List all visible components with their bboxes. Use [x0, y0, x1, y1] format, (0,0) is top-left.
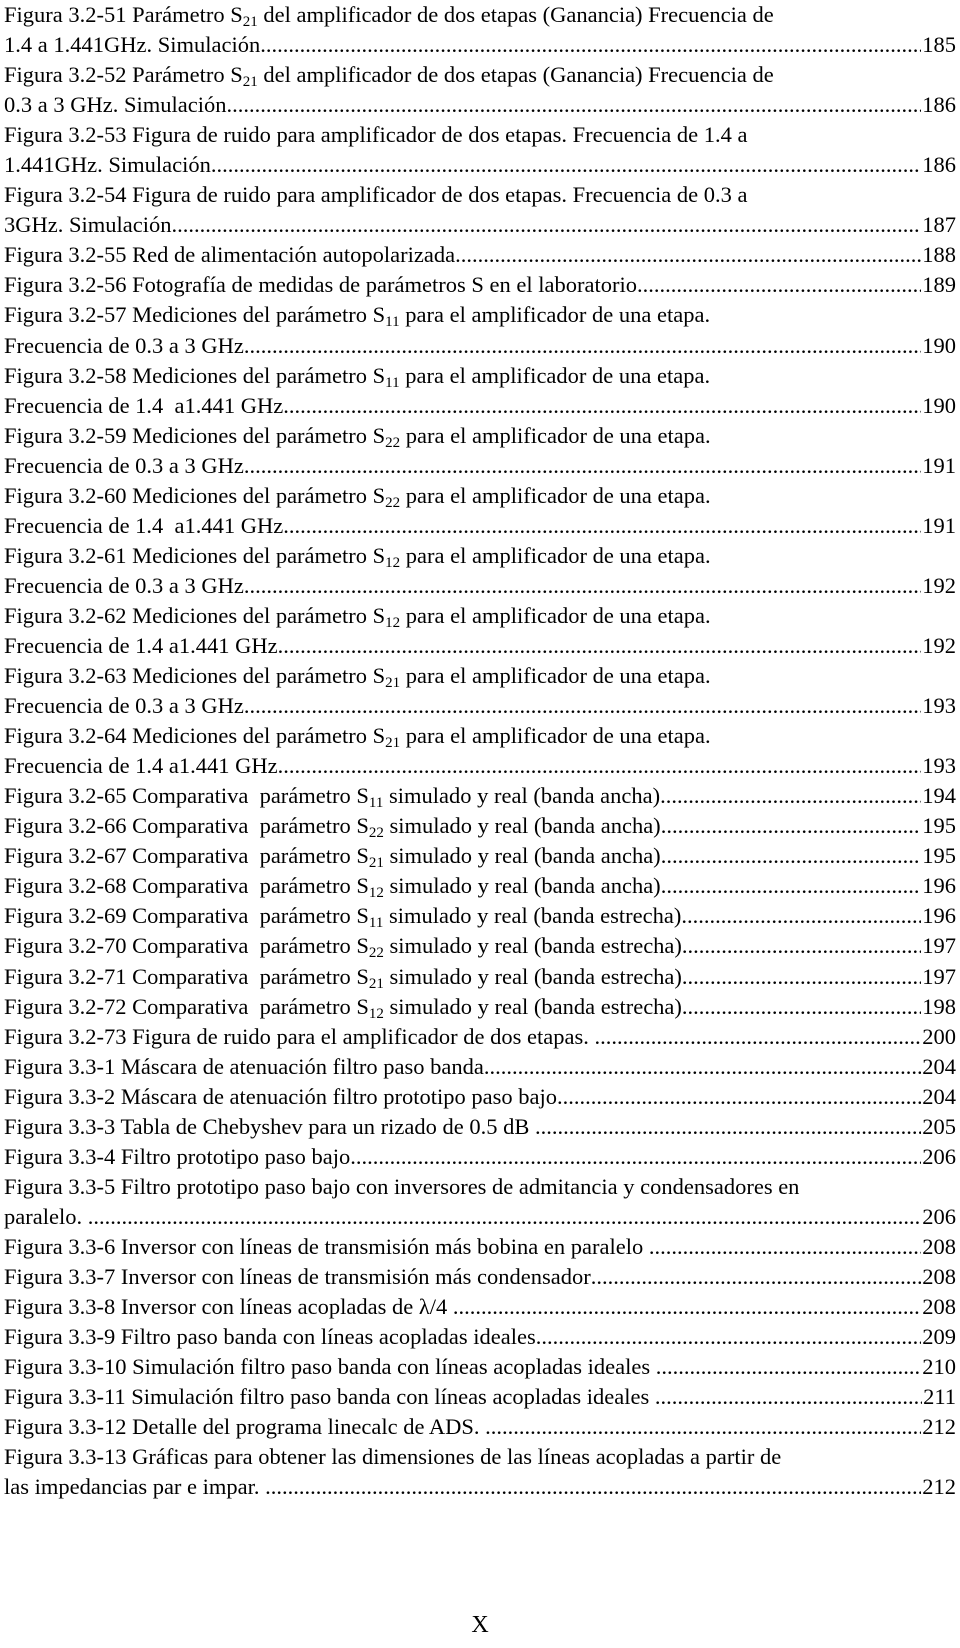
toc-entry-text: Frecuencia de 1.4 a1.441 GHz.: [4, 753, 284, 779]
toc-entry[interactable]: [4, 721, 956, 781]
toc-entry[interactable]: [4, 1262, 956, 1292]
dot-leader: [536, 1322, 922, 1352]
toc-page-number: 204: [922, 1083, 956, 1109]
toc-entry-text: Figura 3.2-57 Mediciones del parámetro $S_{11}$ para el amplificador de una etapa.: [4, 302, 711, 331]
toc-entry-text: Figura 3.3-7 Inversor con líneas de transmisión más condensador: [4, 1263, 591, 1289]
toc-entry-line: [4, 541, 956, 571]
toc-entry-final-line: [4, 1322, 956, 1352]
page-number-footer: X: [471, 1612, 489, 1638]
toc-entry-text: Figura 3.2-59 Mediciones del parámetro $S_{22}$ para el amplificador de una etapa.: [4, 422, 711, 451]
toc-entry-final-line: [4, 691, 956, 721]
toc-entry-line: [4, 300, 956, 330]
subscript: 22: [368, 825, 384, 842]
toc-entry[interactable]: [4, 811, 956, 841]
toc-entry-text: 3GHz. Simulación: [4, 212, 172, 238]
toc-entry-final-line: [4, 1382, 956, 1412]
toc-entry-final-line: [4, 992, 956, 1022]
toc-entry-final-line: [4, 1202, 956, 1232]
toc-page-number: 187: [922, 212, 956, 238]
toc-entry[interactable]: [4, 180, 956, 240]
toc-entry-text: Figura 3.3-5 Filtro prototipo paso bajo con inversores de admitancia y condensadores en: [4, 1173, 800, 1199]
dot-leader: [594, 1022, 921, 1052]
toc-page-number: 192: [922, 632, 956, 658]
toc-page-number: 205: [922, 1113, 956, 1139]
toc-page-number: 195: [922, 813, 956, 839]
toc-entry-final-line: [4, 331, 956, 361]
toc-entry[interactable]: [4, 541, 956, 601]
dot-leader: [289, 391, 921, 421]
dot-leader: [250, 571, 922, 601]
toc-entry[interactable]: [4, 661, 956, 721]
subscript: 12: [368, 1005, 384, 1022]
toc-entry-text: Frecuencia de 0.3 a 3 GHz.: [4, 452, 250, 478]
toc-page-number: 200: [922, 1023, 956, 1049]
dot-leader: [211, 150, 921, 180]
subscript: 21: [242, 74, 258, 91]
toc-entry-text: Figura 3.2-64 Mediciones del parámetro $S_{21}$ para el amplificador de una etapa.: [4, 723, 711, 752]
toc-page-number: 185: [922, 32, 956, 58]
toc-entry[interactable]: [4, 60, 956, 120]
toc-page-number: 186: [922, 92, 956, 118]
toc-entry[interactable]: [4, 1022, 956, 1052]
dot-leader: [265, 1472, 921, 1502]
toc-entry-text: 1.441GHz. Simulación: [4, 152, 211, 178]
dot-leader: [656, 1352, 922, 1382]
toc-entry[interactable]: [4, 781, 956, 811]
list-of-figures: [4, 0, 956, 1502]
toc-entry-final-line: [4, 631, 956, 661]
toc-entry-text: Figura 3.2-67 Comparativa parámetro $S_{21}$ simulado y real (banda ancha): [4, 843, 661, 872]
dot-leader: [455, 240, 921, 270]
toc-entry-text: Figura 3.2-58 Mediciones del parámetro $S_{11}$ para el amplificador de una etapa.: [4, 362, 711, 391]
toc-entry[interactable]: [4, 1412, 956, 1442]
toc-entry[interactable]: [4, 120, 956, 180]
toc-entry-line: [4, 0, 956, 30]
toc-page-number: 196: [922, 903, 956, 929]
subscript: 21: [368, 975, 384, 992]
subscript: 22: [385, 494, 401, 511]
toc-entry-text: Figura 3.2-65 Comparativa parámetro $S_{11}$ simulado y real (banda ancha): [4, 783, 661, 812]
toc-entry-final-line: [4, 1022, 956, 1052]
toc-page-number: 191: [922, 452, 956, 478]
toc-entry-text: Figura 3.3-2 Máscara de atenuación filtro prototipo paso bajo: [4, 1083, 557, 1109]
toc-entry-text: Figura 3.2-71 Comparativa parámetro $S_{21}$ simulado y real (banda estrecha): [4, 963, 682, 992]
dot-leader: [250, 451, 922, 481]
dot-leader: [250, 691, 922, 721]
toc-entry-final-line: [4, 962, 956, 992]
dot-leader: [682, 992, 921, 1022]
subscript: 21: [385, 735, 401, 752]
toc-entry[interactable]: [4, 270, 956, 300]
toc-entry-text: Frecuencia de 0.3 a 3 GHz.: [4, 332, 250, 358]
toc-entry-text: Figura 3.2-72 Comparativa parámetro $S_{12}$ simulado y real (banda estrecha): [4, 993, 682, 1022]
toc-entry-text: Figura 3.3-10 Simulación filtro paso banda con líneas acopladas ideales: [4, 1354, 656, 1380]
toc-entry[interactable]: [4, 1142, 956, 1172]
toc-entry-text: Figura 3.3-3 Tabla de Chebyshev para un rizado de 0.5 dB: [4, 1113, 536, 1139]
subscript: 11: [368, 795, 384, 812]
dot-leader: [649, 1232, 921, 1262]
subscript: 22: [368, 945, 384, 962]
toc-entry-final-line: [4, 240, 956, 270]
toc-page-number: 209: [922, 1324, 956, 1350]
toc-entry-final-line: [4, 30, 956, 60]
toc-entry-final-line: [4, 1292, 956, 1322]
dot-leader: [171, 210, 921, 240]
toc-entry-final-line: [4, 270, 956, 300]
toc-entry-text: Figura 3.2-56 Fotografía de medidas de parámetros S en el laboratorio.: [4, 272, 643, 298]
toc-entry-text: Figura 3.3-13 Gráficas para obtener las dimensiones de las líneas acopladas a partir de: [4, 1444, 782, 1470]
toc-entry[interactable]: [4, 361, 956, 421]
dot-leader: [453, 1292, 921, 1322]
toc-entry-text: Figura 3.2-70 Comparativa parámetro $S_{22}$ simulado y real (banda estrecha): [4, 933, 682, 962]
subscript: 11: [385, 314, 400, 331]
dot-leader: [643, 270, 922, 300]
toc-entry-text: Figura 3.2-73 Figura de ruido para el amplificador de dos etapas.: [4, 1023, 595, 1049]
toc-entry[interactable]: [4, 1172, 956, 1232]
toc-entry-final-line: [4, 1472, 956, 1502]
toc-entry-final-line: [4, 811, 956, 841]
toc-page-number: 192: [922, 572, 956, 598]
toc-entry-text: Figura 3.3-6 Inversor con líneas de transmisión más bobina en paralelo: [4, 1233, 649, 1259]
toc-entry[interactable]: [4, 601, 956, 661]
toc-entry-text: Figura 3.2-63 Mediciones del parámetro $S_{21}$ para el amplificador de una etapa.: [4, 663, 711, 692]
toc-entry[interactable]: [4, 841, 956, 871]
dot-leader: [266, 30, 921, 60]
subscript: 21: [385, 675, 401, 692]
toc-entry-line: [4, 120, 956, 150]
toc-page-number: 212: [922, 1474, 956, 1500]
dot-leader: [350, 1142, 921, 1172]
toc-entry-final-line: [4, 1142, 956, 1172]
dot-leader: [661, 811, 922, 841]
toc-entry-final-line: [4, 571, 956, 601]
dot-leader: [250, 331, 922, 361]
toc-entry-line: [4, 361, 956, 391]
dot-leader: [682, 962, 921, 992]
toc-entry-final-line: [4, 841, 956, 871]
toc-entry[interactable]: [4, 1232, 956, 1262]
toc-entry-text: Figura 3.2-69 Comparativa parámetro $S_{11}$ simulado y real (banda estrecha): [4, 903, 682, 932]
toc-entry-line: [4, 721, 956, 751]
toc-entry-final-line: [4, 1052, 956, 1082]
toc-page-number: 198: [922, 993, 956, 1019]
toc-page-number: 208: [922, 1263, 956, 1289]
toc-page-number: 197: [922, 963, 956, 989]
dot-leader: [660, 781, 921, 811]
toc-entry-text: Figura 3.3-8 Inversor con líneas acopladas de λ/4: [4, 1294, 453, 1320]
toc-entry-text: Figura 3.2-54 Figura de ruido para amplificador de dos etapas. Frecuencia de 0.3 a: [4, 182, 748, 208]
toc-entry-line: [4, 60, 956, 90]
toc-page-number: 186: [922, 152, 956, 178]
toc-entry[interactable]: [4, 300, 956, 360]
toc-entry[interactable]: [4, 962, 956, 992]
toc-entry-text: Figura 3.3-1 Máscara de atenuación filtro paso banda: [4, 1053, 484, 1079]
dot-leader: [232, 90, 921, 120]
toc-entry-final-line: [4, 1412, 956, 1442]
toc-page-number: 210: [922, 1354, 956, 1380]
toc-entry-text: Figura 3.2-61 Mediciones del parámetro $S_{12}$ para el amplificador de una etapa.: [4, 542, 711, 571]
toc-entry[interactable]: [4, 1052, 956, 1082]
toc-entry-final-line: [4, 1352, 956, 1382]
toc-entry[interactable]: [4, 240, 956, 270]
toc-entry-text: Figura 3.3-11 Simulación filtro paso banda con líneas acopladas ideales: [4, 1384, 655, 1410]
toc-entry[interactable]: [4, 1082, 956, 1112]
subscript: 12: [385, 554, 401, 571]
subscript: 22: [385, 434, 401, 451]
toc-entry[interactable]: [4, 931, 956, 961]
toc-entry-line: [4, 601, 956, 631]
toc-page-number: 188: [922, 242, 956, 268]
toc-entry-text: 0.3 a 3 GHz. Simulación.: [4, 92, 233, 118]
toc-entry[interactable]: [4, 421, 956, 481]
toc-page-number: 196: [922, 873, 956, 899]
toc-entry-text: Frecuencia de 0.3 a 3 GHz.: [4, 572, 250, 598]
toc-entry-final-line: [4, 1082, 956, 1112]
toc-entry-text: 1.4 a 1.441GHz. Simulación.: [4, 32, 266, 58]
toc-page-number: 206: [922, 1143, 956, 1169]
toc-entry-text: Figura 3.3-9 Filtro paso banda con líneas acopladas ideales: [4, 1324, 536, 1350]
toc-page-number: 206: [922, 1203, 956, 1229]
toc-page-number: 190: [922, 392, 956, 418]
dot-leader: [283, 631, 921, 661]
toc-page-number: 211: [923, 1384, 956, 1410]
toc-entry-text: las impedancias par e impar.: [4, 1474, 266, 1500]
toc-entry-final-line: [4, 901, 956, 931]
dot-leader: [283, 751, 921, 781]
toc-entry-final-line: [4, 871, 956, 901]
toc-entry-final-line: [4, 451, 956, 481]
toc-entry[interactable]: [4, 1322, 956, 1352]
toc-page-number: 204: [922, 1053, 956, 1079]
toc-entry-text: Figura 3.2-60 Mediciones del parámetro $S_{22}$ para el amplificador de una etapa.: [4, 482, 711, 511]
toc-entry-text: Figura 3.2-55 Red de alimentación autopolarizada: [4, 242, 456, 268]
toc-entry-text: Figura 3.3-4 Filtro prototipo paso bajo: [4, 1143, 351, 1169]
toc-entry-line: [4, 421, 956, 451]
toc-page-number: 208: [922, 1294, 956, 1320]
dot-leader: [681, 901, 921, 931]
toc-entry-line: [4, 1172, 956, 1202]
toc-entry[interactable]: [4, 1352, 956, 1382]
toc-page-number: 193: [922, 753, 956, 779]
dot-leader: [88, 1202, 922, 1232]
toc-entry[interactable]: [4, 481, 956, 541]
dot-leader: [655, 1382, 922, 1412]
toc-entry-final-line: [4, 1112, 956, 1142]
toc-page-number: 191: [922, 512, 956, 538]
subscript: 11: [368, 915, 384, 932]
toc-entry-text: Figura 3.2-66 Comparativa parámetro $S_{22}$ simulado y real (banda ancha): [4, 813, 661, 842]
toc-entry-text: paralelo.: [4, 1203, 88, 1229]
toc-entry[interactable]: [4, 1112, 956, 1142]
subscript: 12: [368, 885, 384, 902]
toc-entry-final-line: [4, 90, 956, 120]
toc-entry-line: [4, 1442, 956, 1472]
toc-entry-final-line: [4, 1232, 956, 1262]
toc-page-number: 212: [922, 1414, 956, 1440]
toc-entry-text: Frecuencia de 0.3 a 3 GHz.: [4, 693, 250, 719]
toc-entry-line: [4, 661, 956, 691]
toc-entry-line: [4, 180, 956, 210]
toc-entry-final-line: [4, 391, 956, 421]
toc-page-number: 208: [922, 1233, 956, 1259]
toc-entry-text: Frecuencia de 1.4 a1.441 GHz.: [4, 632, 284, 658]
toc-page-number: 190: [922, 332, 956, 358]
dot-leader: [484, 1052, 921, 1082]
dot-leader: [485, 1412, 921, 1442]
toc-entry-text: Frecuencia de 1.4 a1.441 GHz.: [4, 512, 289, 538]
toc-entry-final-line: [4, 511, 956, 541]
toc-entry[interactable]: [4, 992, 956, 1022]
toc-page-number: 195: [922, 843, 956, 869]
toc-entry-line: [4, 481, 956, 511]
dot-leader: [557, 1082, 921, 1112]
dot-leader: [535, 1112, 921, 1142]
toc-entry-text: Figura 3.2-52 Parámetro $S_{21}$ del amplificador de dos etapas (Ganancia) Frecuencia de: [4, 62, 774, 91]
toc-entry-text: Figura 3.2-51 Parámetro $S_{21}$ del amplificador de dos etapas (Ganancia) Frecuencia de: [4, 2, 774, 30]
toc-entry[interactable]: [4, 0, 956, 60]
toc-entry[interactable]: [4, 871, 956, 901]
toc-entry[interactable]: [4, 901, 956, 931]
toc-entry-text: Figura 3.2-53 Figura de ruido para amplificador de dos etapas. Frecuencia de 1.4 a: [4, 122, 748, 148]
toc-entry-text: Figura 3.2-68 Comparativa parámetro $S_{12}$ simulado y real (banda ancha): [4, 873, 661, 902]
toc-entry[interactable]: [4, 1292, 956, 1322]
dot-leader: [591, 1262, 922, 1292]
toc-entry[interactable]: [4, 1382, 956, 1412]
toc-entry-text: Figura 3.2-62 Mediciones del parámetro $S_{12}$ para el amplificador de una etapa.: [4, 602, 711, 631]
toc-page-number: 194: [922, 783, 956, 809]
toc-entry-final-line: [4, 931, 956, 961]
dot-leader: [661, 841, 922, 871]
toc-entry-final-line: [4, 150, 956, 180]
dot-leader: [289, 511, 921, 541]
toc-page-number: 193: [922, 693, 956, 719]
toc-entry-text: Figura 3.3-12 Detalle del programa linecalc de ADS.: [4, 1414, 486, 1440]
dot-leader: [682, 931, 921, 961]
toc-entry-final-line: [4, 751, 956, 781]
toc-entry[interactable]: [4, 1442, 956, 1502]
toc-entry-final-line: [4, 1262, 956, 1292]
subscript: 21: [242, 14, 258, 30]
toc-entry-final-line: [4, 210, 956, 240]
subscript: 21: [368, 855, 384, 872]
dot-leader: [661, 871, 922, 901]
toc-entry-final-line: [4, 781, 956, 811]
subscript: 11: [385, 374, 400, 391]
subscript: 12: [385, 614, 401, 631]
toc-page-number: 189: [922, 272, 956, 298]
toc-entry-text: Frecuencia de 1.4 a1.441 GHz.: [4, 392, 289, 418]
toc-page-number: 197: [922, 933, 956, 959]
